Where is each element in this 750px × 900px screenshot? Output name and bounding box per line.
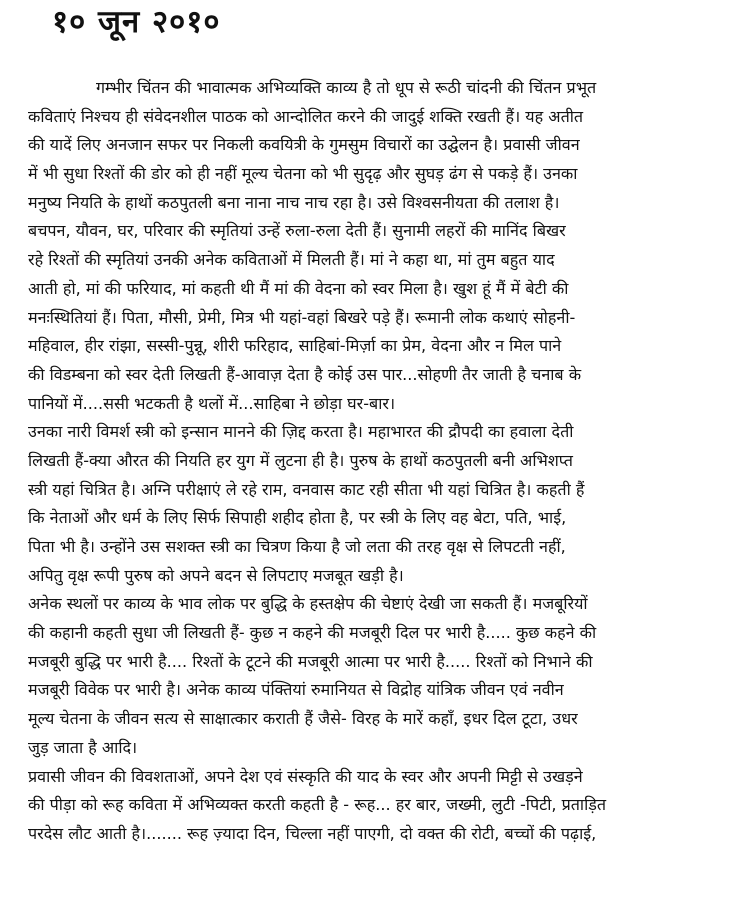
text-line: कविताएं निश्चय ही संवेदनशील पाठक को आन्दोलित करने की जादुई शक्ति रखती हैं। यह अतीत xyxy=(28,106,584,126)
text-line: की यादें लिए अनजान सफर पर निकली कवयित्री के गुमसुम विचारों का उद्घेलन है। प्रवासी जीवन xyxy=(28,135,580,155)
text-line: की विडम्बना को स्वर देती लिखती हैं-आवाज़ देता है कोई उस पार...सोहणी तैर जाती है चनाब के xyxy=(28,364,582,384)
text-line: पिता भी है। उन्होंने उस सशक्त स्त्री का चित्रण किया है जो लता की तरह वृक्ष से लिपटती नहीं, xyxy=(28,537,566,556)
text-line: मजबूरी विवेक पर भारी है। अनेक काव्य पंक्तियां रुमानियत से विद्रोह यांत्रिक जीवन एवं नवीन xyxy=(28,680,564,700)
text-line: कि नेताओं और धर्म के लिए सिर्फ सिपाही शहीद होता है, पर स्त्री के लिए वह बेटा, पति, भाई, xyxy=(28,508,567,528)
text-line: परदेस लौट आती है।....... रूह ज़्यादा दिन, चिल्ला नहीं पाएगी, दो वक्त की रोटी, बच्चों की पढ़ाई, xyxy=(28,823,597,843)
text-line: मूल्य चेतना के जीवन सत्य से साक्षात्कार कराती हैं जैसे- विरह के मारें कहाँ, इधर दिल टूटा, उधर xyxy=(28,709,578,729)
text-line: में भी सुधा रिश्तों की डोर को ही नहीं मूल्य चेतना को भी सुदृढ़ और सुघड़ ढंग से पकड़े हैं। उनका xyxy=(28,164,578,184)
text-line: पानियों में....ससी भटकती है थलों में...साहिबा ने छोड़ा घर-बार। xyxy=(28,393,396,413)
text-line: अनेक स्थलों पर काव्य के भाव लोक पर बुद्धि के हस्तक्षेप की चेष्टाएं देखी जा सकती हैं। मजबूरियों xyxy=(28,594,588,614)
text-line: बचपन, यौवन, घर, परिवार की स्मृतियां उन्हें रुला-रुला देती हैं। सुनामी लहरों की मानिंद बिखर xyxy=(28,221,566,241)
date-heading: १० जून २०१० xyxy=(52,4,221,40)
text-line: लिखती हैं-क्या औरत की नियति हर युग में लुटना ही है। पुरुष के हाथों कठपुतली बनी अभिशप्त xyxy=(28,450,573,470)
body-text xyxy=(28,74,728,849)
text-line: जुड़ जाता है आदि। xyxy=(28,737,138,757)
text-line: मजबूरी बुद्धि पर भारी है.... रिश्तों के टूटने की मजबूरी आत्मा पर भारी है..... रिश्तों को निभाने की xyxy=(28,651,593,671)
text-line: महिवाल, हीर रांझा, सस्सी-पुन्नू, शीरी फरिहाद, साहिबां-मिर्ज़ा का प्रेम, वेदना और न मिल पाने xyxy=(28,336,562,356)
text-line: आती हो, मां की फरियाद, मां कहती थी मैं मां की वेदना को स्वर मिला है। खुश हूं मैं में बेटी की xyxy=(28,278,569,298)
text-line: मनुष्य नियति के हाथों कठपुतली बना नाना नाच नाच रहा है। उसे विश्वसनीयता की तलाश है। xyxy=(28,192,560,212)
text-line: अपितु वृक्ष रूपी पुरुष को अपने बदन से लिपटाए मजबूत खड़ी है। xyxy=(28,565,404,585)
text-line: रहे रिश्तों की स्मृतियां उनकी अनेक कविताओं में मिलती हैं। मां ने कहा था, मां तुम बहुत याद xyxy=(28,250,555,270)
text-line: मनःस्थितियां हैं। पिता, मौसी, प्रेमी, मित्र भी यहां-वहां बिखरे पड़े हैं। रूमानी लोक कथाएं सोहनी- xyxy=(28,307,576,327)
text-line: स्त्री यहां चित्रित है। अग्नि परीक्षाएं ले रहे राम, वनवास काट रही सीता भी यहां चित्रित है। कहती हैं xyxy=(28,479,585,499)
text-line: की पीड़ा को रूह कविता में अभिव्यक्त करती कहती है - रूह... हर बार, जख्मी, लुटी -पिटी, प्रताड़ित xyxy=(28,795,607,815)
text-line: उनका नारी विमर्श स्त्री को इन्सान मानने की ज़िद्द करता है। महाभारत की द्रौपदी का हवाला देती xyxy=(28,422,574,442)
text-line: प्रवासी जीवन की विवशताओं, अपने देश एवं संस्कृति की याद के स्वर और अपनी मिट्टी से उखड़ने xyxy=(28,766,583,786)
text-line: गम्भीर चिंतन की भावात्मक अभिव्यक्ति काव्य है तो धूप से रूठी चांदनी की चिंतन प्रभूत xyxy=(96,78,597,97)
text-line: की कहानी कहती सुधा जी लिखती हैं- कुछ न कहने की मजबूरी दिल पर भारी है..... कुछ कहने की xyxy=(28,623,597,643)
